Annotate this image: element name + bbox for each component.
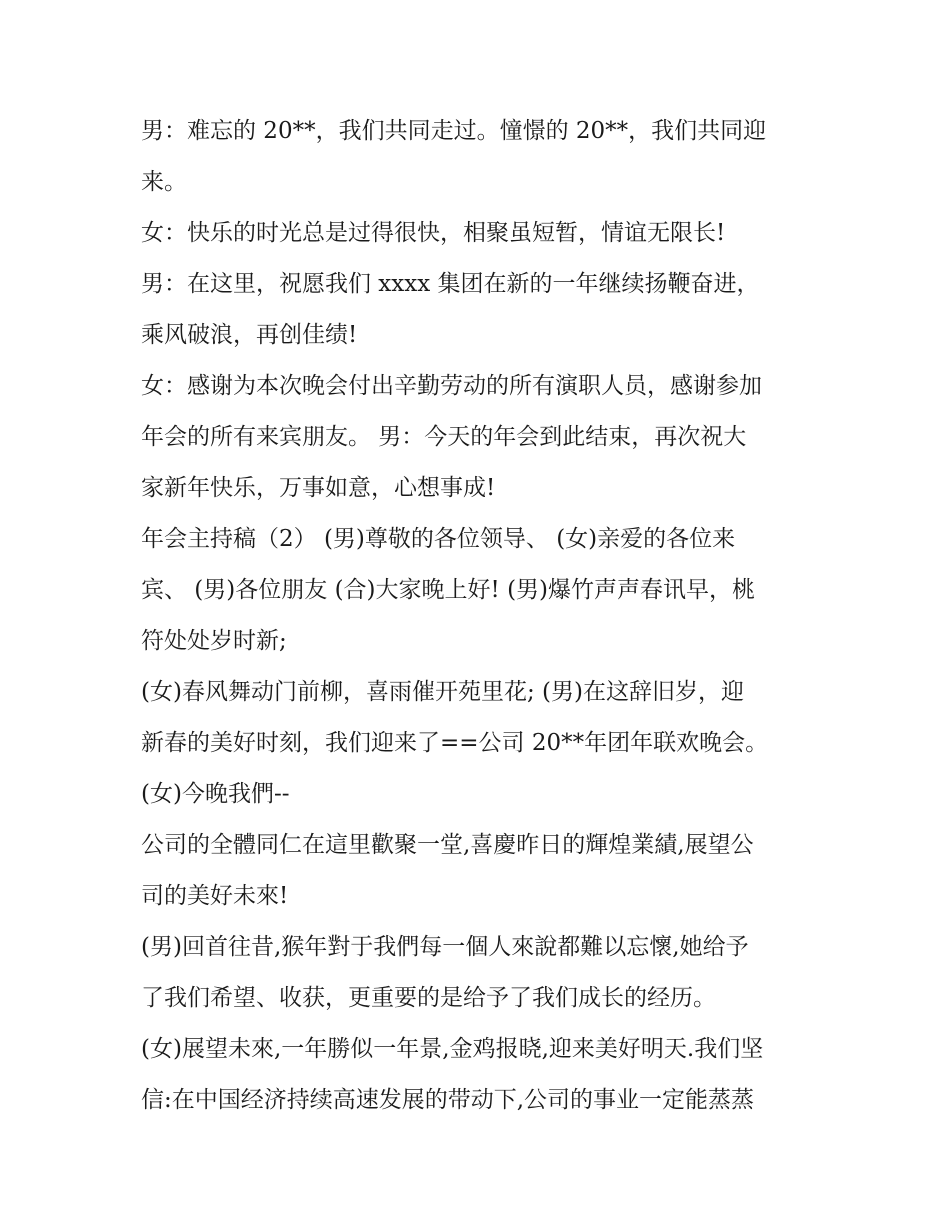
text-line: 女：感谢为本次晚会付出辛勤劳动的所有演职人员，感谢参加	[141, 373, 762, 399]
text-line: 乘风破浪，再创佳绩!	[141, 322, 358, 348]
text-line: 女：快乐的时光总是过得很快，相聚虽短暂，情谊无限长!	[141, 220, 726, 246]
text-line: 家新年快乐，万事如意，心想事成!	[141, 475, 496, 501]
text-line: 司的美好未來!	[141, 883, 289, 909]
text-line: 来。	[141, 169, 187, 195]
text-line: (女)春风舞动门前柳，喜雨催开苑里花; (男)在这辞旧岁，迎	[141, 679, 744, 705]
text-line: 了我们希望、收获，更重要的是给予了我们成长的经历。	[141, 985, 716, 1011]
text-line: 年会主持稿（2） (男)尊敬的各位领导、 (女)亲爱的各位来	[141, 526, 736, 552]
text-line: 信:在中国经济持续高速发展的带动下,公司的事业一定能蒸蒸	[141, 1087, 755, 1113]
text-line: 新春的美好时刻，我们迎来了==公司 20**年团年联欢晚会。	[141, 730, 769, 756]
text-line: 男：在这里，祝愿我们 xxxx 集团在新的一年继续扬鞭奋进，	[141, 271, 760, 297]
text-line: 公司的全體同仁在這里歡聚一堂,喜慶昨日的輝煌業績,展望公	[141, 832, 754, 858]
text-line: 男：难忘的 20**，我们共同走过。憧憬的 20**，我们共同迎	[141, 118, 767, 144]
text-line: (女)今晚我們--	[141, 781, 290, 807]
text-line: (女)展望未來,一年勝似一年景,金鸡报晓,迎来美好明天.我们坚	[141, 1036, 764, 1062]
document-body	[141, 106, 821, 1126]
text-line: 宾、 (男)各位朋友 (合)大家晚上好! (男)爆竹声声春讯早，桃	[141, 577, 756, 603]
text-line: 符处处岁时新;	[141, 628, 287, 654]
text-line: 年会的所有来宾朋友。 男：今天的年会到此结束，再次祝大	[141, 424, 747, 450]
text-line: (男)回首往昔,猴年對于我們每一個人來說都難以忘懷,她给予	[141, 934, 749, 960]
